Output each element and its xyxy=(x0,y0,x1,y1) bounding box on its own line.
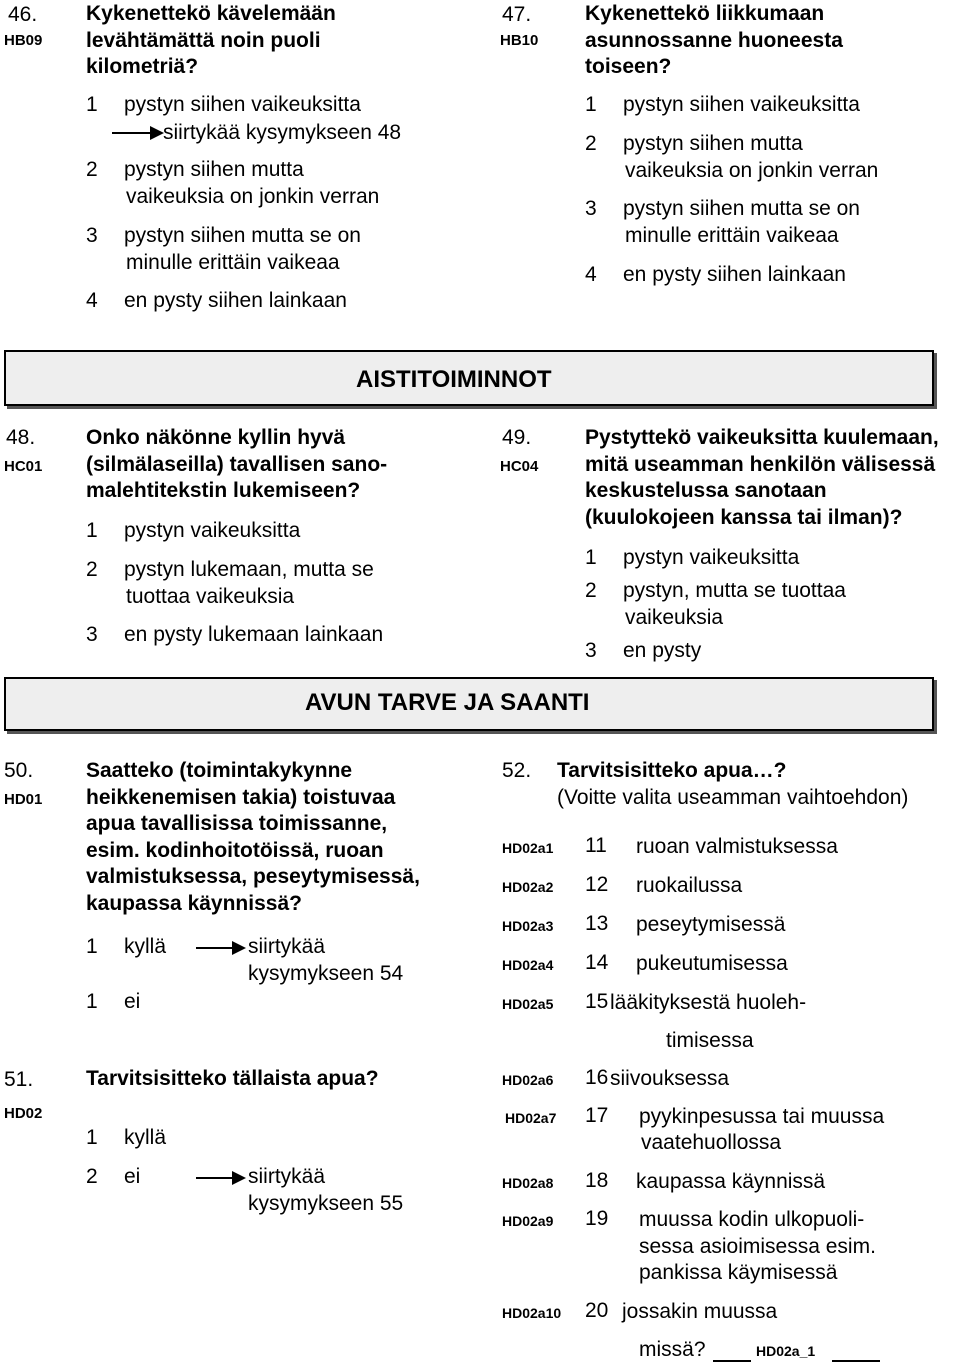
item-code: HD02a8 xyxy=(502,1175,554,1191)
option-label: pystyn siihen mutta xyxy=(124,158,304,181)
question-52-text: Tarvitsisitteko apua…? xyxy=(557,759,787,782)
option-label: pystyn vaikeuksitta xyxy=(124,519,301,542)
option-number: 2 xyxy=(86,158,98,181)
question-48-code: HC01 xyxy=(4,458,43,475)
section-title-help: AVUN TARVE JA SAANTI xyxy=(305,689,590,716)
option-number: 1 xyxy=(86,519,98,542)
option-number: 1 xyxy=(86,93,98,116)
item-code: HD02a7 xyxy=(505,1110,557,1126)
question-49-code: HC04 xyxy=(500,458,539,475)
item-label: jossakin muussa xyxy=(622,1300,778,1323)
option-label: pystyn, mutta se tuottaa xyxy=(623,579,846,602)
option-number: 4 xyxy=(86,289,98,312)
item-number: 18 xyxy=(585,1169,609,1192)
item-number: 19 xyxy=(585,1207,609,1230)
option-number: 2 xyxy=(86,558,98,581)
option-label: en pysty siihen lainkaan xyxy=(623,263,846,286)
q46-skip-instruction: siirtykää kysymykseen 48 xyxy=(163,121,402,144)
option-number: 1 xyxy=(86,990,98,1013)
question-52-note: (Voitte valita useamman vaihtoehdon) xyxy=(557,786,909,809)
item-code: HD02a5 xyxy=(502,996,554,1012)
question-49-text: Pystyttekö vaikeuksitta kuulemaan, mitä useamman henkilön välisessä keskustelussa sanotaan (kuulokojeen kanssa tai ilman)? xyxy=(585,426,939,529)
item-number: 13 xyxy=(585,912,609,935)
option-label: kyllä xyxy=(124,1126,167,1149)
item-number: 15 xyxy=(585,990,609,1013)
skip-arrow-icon xyxy=(196,940,246,956)
option-number: 1 xyxy=(585,546,597,569)
question-50-text: Saatteko (toimintakykynne heikkenemisen takia) toistuvaa apua tavallisissa toimissanne, esim. kodinhoitotöissä, ruoan valmistuksessa, peseytymisessä, kaupassa käynnissä? xyxy=(86,759,420,915)
item-code: HD02a3 xyxy=(502,918,554,934)
item-label: muussa kodin ulkopuoli- xyxy=(639,1208,865,1231)
option-label: pystyn siihen mutta se on xyxy=(124,224,361,247)
other-specify-blank-2[interactable] xyxy=(832,1360,880,1362)
option-label-cont: vaikeuksia on jonkin verran xyxy=(126,184,380,208)
option-label-cont: vaikeuksia on jonkin verran xyxy=(625,158,879,182)
option-number: 4 xyxy=(585,263,597,286)
question-47-text: Kykenettekö liikkumaan asunnossanne huoneesta toiseen? xyxy=(585,2,843,78)
item-label-cont: vaatehuollossa xyxy=(641,1131,782,1154)
q50-skip-instruction: siirtykää xyxy=(248,935,326,958)
question-50-code: HD01 xyxy=(4,791,43,808)
question-46-code: HB09 xyxy=(4,32,43,49)
question-46-number: 46. xyxy=(8,3,38,26)
option-label: pystyn siihen mutta xyxy=(623,132,803,155)
option-label: pystyn vaikeuksitta xyxy=(623,546,800,569)
question-51-number: 51. xyxy=(4,1068,34,1091)
other-specify-blank-1[interactable] xyxy=(713,1360,751,1362)
option-number: 1 xyxy=(86,935,98,958)
question-51-code: HD02 xyxy=(4,1105,43,1122)
question-47-number: 47. xyxy=(502,3,532,26)
item-code: HD02a2 xyxy=(502,879,554,895)
option-label: kyllä xyxy=(124,935,167,958)
option-number: 3 xyxy=(86,224,98,247)
item-label-cont: pankissa käymisessä xyxy=(639,1261,838,1284)
item-label: ruokailussa xyxy=(636,874,743,897)
item-code: HD02a6 xyxy=(502,1072,554,1088)
item-code: HD02a4 xyxy=(502,957,554,973)
other-specify-label: missä? xyxy=(639,1338,706,1361)
item-code: HD02a9 xyxy=(502,1213,554,1229)
option-label: pystyn siihen vaikeuksitta xyxy=(623,93,860,116)
option-number: 2 xyxy=(585,132,597,155)
item-number: 14 xyxy=(585,951,609,974)
item-label: siivouksessa xyxy=(610,1067,730,1090)
other-specify-code: HD02a_1 xyxy=(756,1343,816,1359)
item-label: peseytymisessä xyxy=(636,913,786,936)
item-code: HD02a10 xyxy=(502,1305,562,1321)
item-number: 16 xyxy=(585,1066,609,1089)
option-label-cont: tuottaa vaikeuksia xyxy=(126,584,295,608)
question-46-text: Kykenettekö kävelemään levähtämättä noin puoli kilometriä? xyxy=(86,2,336,78)
q50-skip-target: kysymykseen 54 xyxy=(248,962,404,985)
item-code: HD02a1 xyxy=(502,840,554,856)
question-48-text: Onko näkönne kyllin hyvä (silmälaseilla) tavallisen sanomalehtitekstin lukemiseen? xyxy=(86,426,388,502)
option-label-cont: minulle erittäin vaikeaa xyxy=(126,250,340,274)
question-48-number: 48. xyxy=(6,426,36,449)
option-number: 1 xyxy=(86,1126,98,1149)
section-title-senses: AISTITOIMINNOT xyxy=(356,366,552,393)
option-label: pystyn siihen mutta se on xyxy=(623,197,860,220)
option-number: 1 xyxy=(585,93,597,116)
option-number: 3 xyxy=(585,639,597,662)
option-number: 3 xyxy=(585,197,597,220)
option-number: 3 xyxy=(86,623,98,646)
option-label-cont: minulle erittäin vaikeaa xyxy=(625,223,839,247)
option-label: en pysty lukemaan lainkaan xyxy=(124,623,384,646)
option-label: pystyn siihen vaikeuksitta xyxy=(124,93,361,116)
item-label-cont: sessa asioimisessa esim. xyxy=(639,1235,876,1258)
skip-arrow-icon xyxy=(196,1170,246,1186)
question-50-number: 50. xyxy=(4,759,34,782)
question-47-code: HB10 xyxy=(500,32,539,49)
option-label: pystyn lukemaan, mutta se xyxy=(124,558,374,581)
question-52-number: 52. xyxy=(502,759,532,782)
option-label: ei xyxy=(124,990,141,1013)
option-label: en pysty siihen lainkaan xyxy=(124,289,347,312)
option-number: 2 xyxy=(86,1165,98,1188)
q51-skip-target: kysymykseen 55 xyxy=(248,1192,404,1215)
item-number: 11 xyxy=(585,834,607,857)
item-label-cont: timisessa xyxy=(666,1029,754,1052)
item-number: 12 xyxy=(585,873,609,896)
item-label: ruoan valmistuksessa xyxy=(636,835,838,858)
option-label-cont: vaikeuksia xyxy=(625,605,724,629)
item-number: 20 xyxy=(585,1299,609,1322)
option-label: en pysty xyxy=(623,639,702,662)
question-51-text: Tarvitsisitteko tällaista apua? xyxy=(86,1067,379,1090)
q51-skip-instruction: siirtykää xyxy=(248,1165,326,1188)
question-49-number: 49. xyxy=(502,426,532,449)
option-number: 2 xyxy=(585,579,597,602)
option-label: ei xyxy=(124,1165,141,1188)
item-number: 17 xyxy=(585,1104,609,1127)
item-label: pyykinpesussa tai muussa xyxy=(639,1105,885,1128)
item-label: lääkityksestä huoleh- xyxy=(610,991,807,1014)
item-label: pukeutumisessa xyxy=(636,952,788,975)
skip-arrow-icon xyxy=(112,125,164,141)
item-label: kaupassa käynnissä xyxy=(636,1170,826,1193)
